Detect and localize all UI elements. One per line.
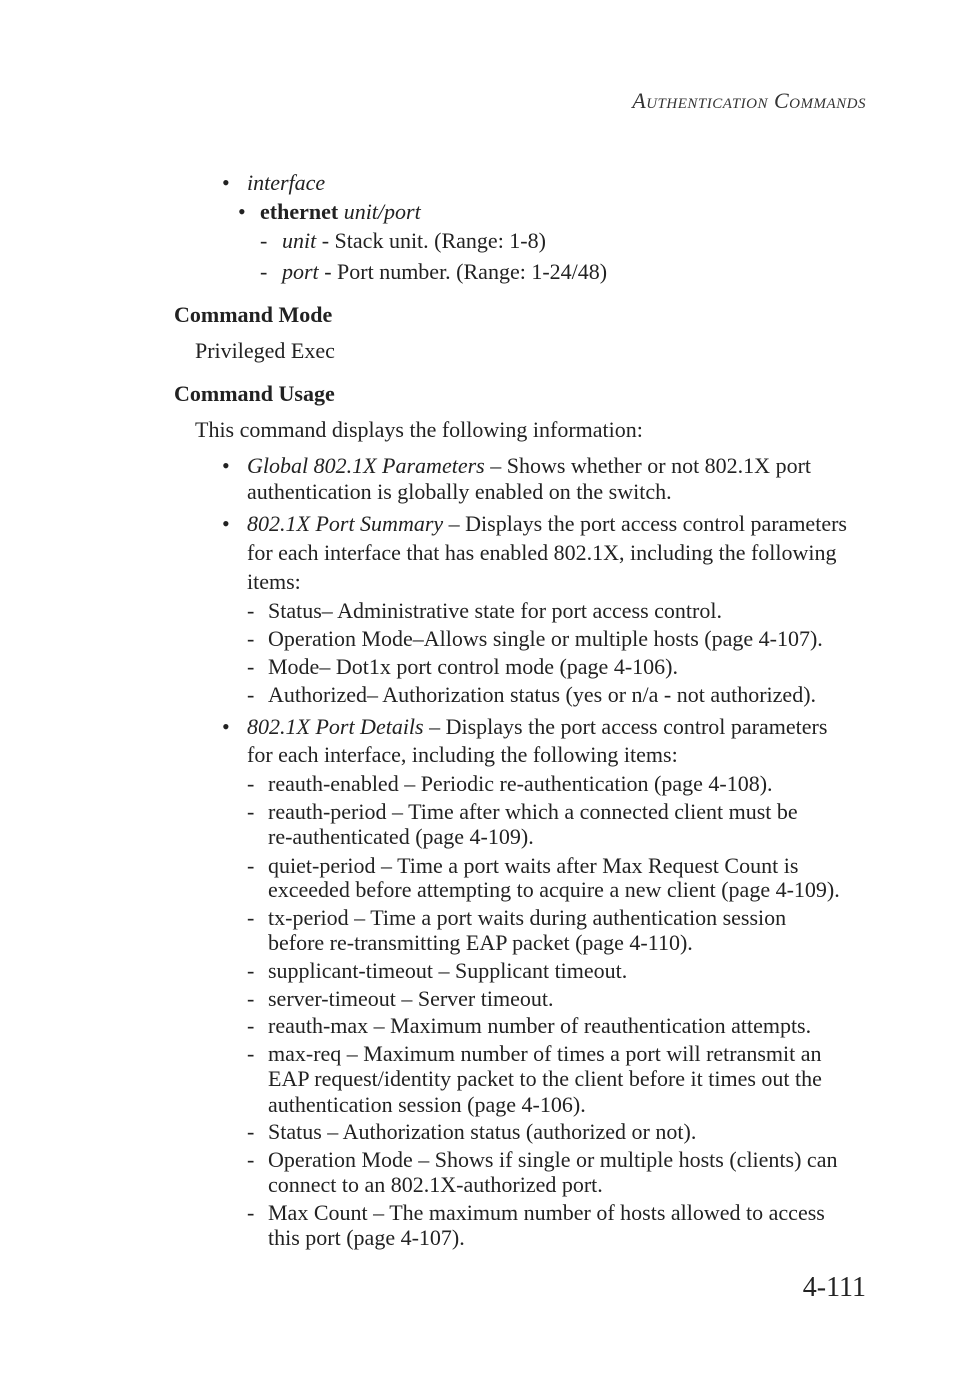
dash-marker: - [247,799,255,824]
port-details-desc: – Displays the port access control parameters [423,714,828,739]
global-params-line [247,453,811,479]
port-summary-desc: – Displays the port access control parameters [443,511,847,536]
details-item: Operation Mode – Shows if single or multiple hosts (clients) can [268,1147,838,1172]
command-usage-heading: Command Usage [174,381,335,406]
unit-description: - Stack unit. (Range: 1-8) [316,228,546,253]
param-port [282,259,607,285]
details-item-cont: EAP request/identity packet to the client before it times out the [268,1066,822,1091]
port-details-title: 802.1X Port Details [247,714,424,739]
global-params-line2: authentication is globally enabled on the switch. [247,479,672,504]
bullet-marker: • [222,714,230,739]
details-item: tx-period – Time a port waits during authentication session [268,905,787,930]
details-item: server-timeout – Server timeout. [268,986,554,1011]
details-item: Max Count – The maximum number of hosts allowed to access [268,1200,825,1225]
dash-marker: - [247,1200,255,1225]
details-item-cont: before re-transmitting EAP packet (page 4-110). [268,930,693,955]
details-item: reauth-enabled – Periodic re-authentication (page 4-108). [268,771,773,796]
param-ethernet [260,199,421,225]
dash-marker: - [247,1119,255,1144]
details-item: reauth-period – Time after which a connected client must be [268,799,798,824]
port-summary-title: 802.1X Port Summary [247,511,444,536]
details-item: supplicant-timeout – Supplicant timeout. [268,958,628,983]
dash-marker: - [247,682,255,707]
details-item-cont: exceeded before attempting to acquire a new client (page 4-109). [268,877,840,902]
command-mode-text: Privileged Exec [195,338,335,363]
dash-marker: - [247,905,255,930]
bullet-marker: • [222,511,230,536]
dash-marker: - [260,228,268,253]
bullet-marker: • [238,199,246,224]
details-item: quiet-period – Time a port waits after Max Request Count is [268,853,799,878]
param-interface: interface [247,170,326,195]
dash-marker: - [247,654,255,679]
details-item: Status – Authorization status (authorized or not). [268,1119,697,1144]
details-item-cont: re-authenticated (page 4-109). [268,824,534,849]
port-name: port [282,259,319,284]
port-description: - Port number. (Range: 1-24/48) [318,259,608,284]
port-details-line [247,714,827,740]
summary-item: Status– Administrative state for port access control. [268,598,722,623]
port-summary-line3: items: [247,569,301,594]
command-mode-heading: Command Mode [174,302,333,327]
details-item-cont: connect to an 802.1X-authorized port. [268,1172,603,1197]
dash-marker: - [247,1041,255,1066]
global-params-title: Global 802.1X Parameters [247,453,485,478]
bullet-marker: • [222,170,230,195]
details-item: reauth-max – Maximum number of reauthentication attempts. [268,1013,812,1038]
port-summary-line2: for each interface that has enabled 802.1X, including the following [247,540,837,565]
port-details-line2: for each interface, including the following items: [247,742,678,767]
dash-marker: - [247,853,255,878]
summary-item: Authorized– Authorization status (yes or n/a - not authorized). [268,682,817,707]
unit-name: unit [282,228,317,253]
dash-marker: - [247,598,255,623]
bullet-marker: • [222,453,230,478]
ethernet-keyword: ethernet [260,199,339,224]
summary-item: Operation Mode–Allows single or multiple hosts (page 4-107). [268,626,823,651]
port-summary-line [247,511,847,537]
details-item-cont: this port (page 4-107). [268,1225,465,1250]
dash-marker: - [247,986,255,1011]
details-item: max-req – Maximum number of times a port will retransmit an [268,1041,822,1066]
dash-marker: - [247,958,255,983]
dash-marker: - [247,626,255,651]
details-item-cont: authentication session (page 4-106). [268,1092,586,1117]
summary-item: Mode– Dot1x port control mode (page 4-106). [268,654,678,679]
ethernet-argument: unit/port [343,199,421,224]
dash-marker: - [247,771,255,796]
command-usage-intro: This command displays the following information: [195,417,643,442]
dash-marker: - [260,259,268,284]
dash-marker: - [247,1147,255,1172]
running-header: Authentication Commands [632,88,866,113]
global-params-desc: – Shows whether or not 802.1X port [484,453,812,478]
page-number: 4-111 [802,1272,866,1303]
param-unit [282,228,546,254]
dash-marker: - [247,1013,255,1038]
